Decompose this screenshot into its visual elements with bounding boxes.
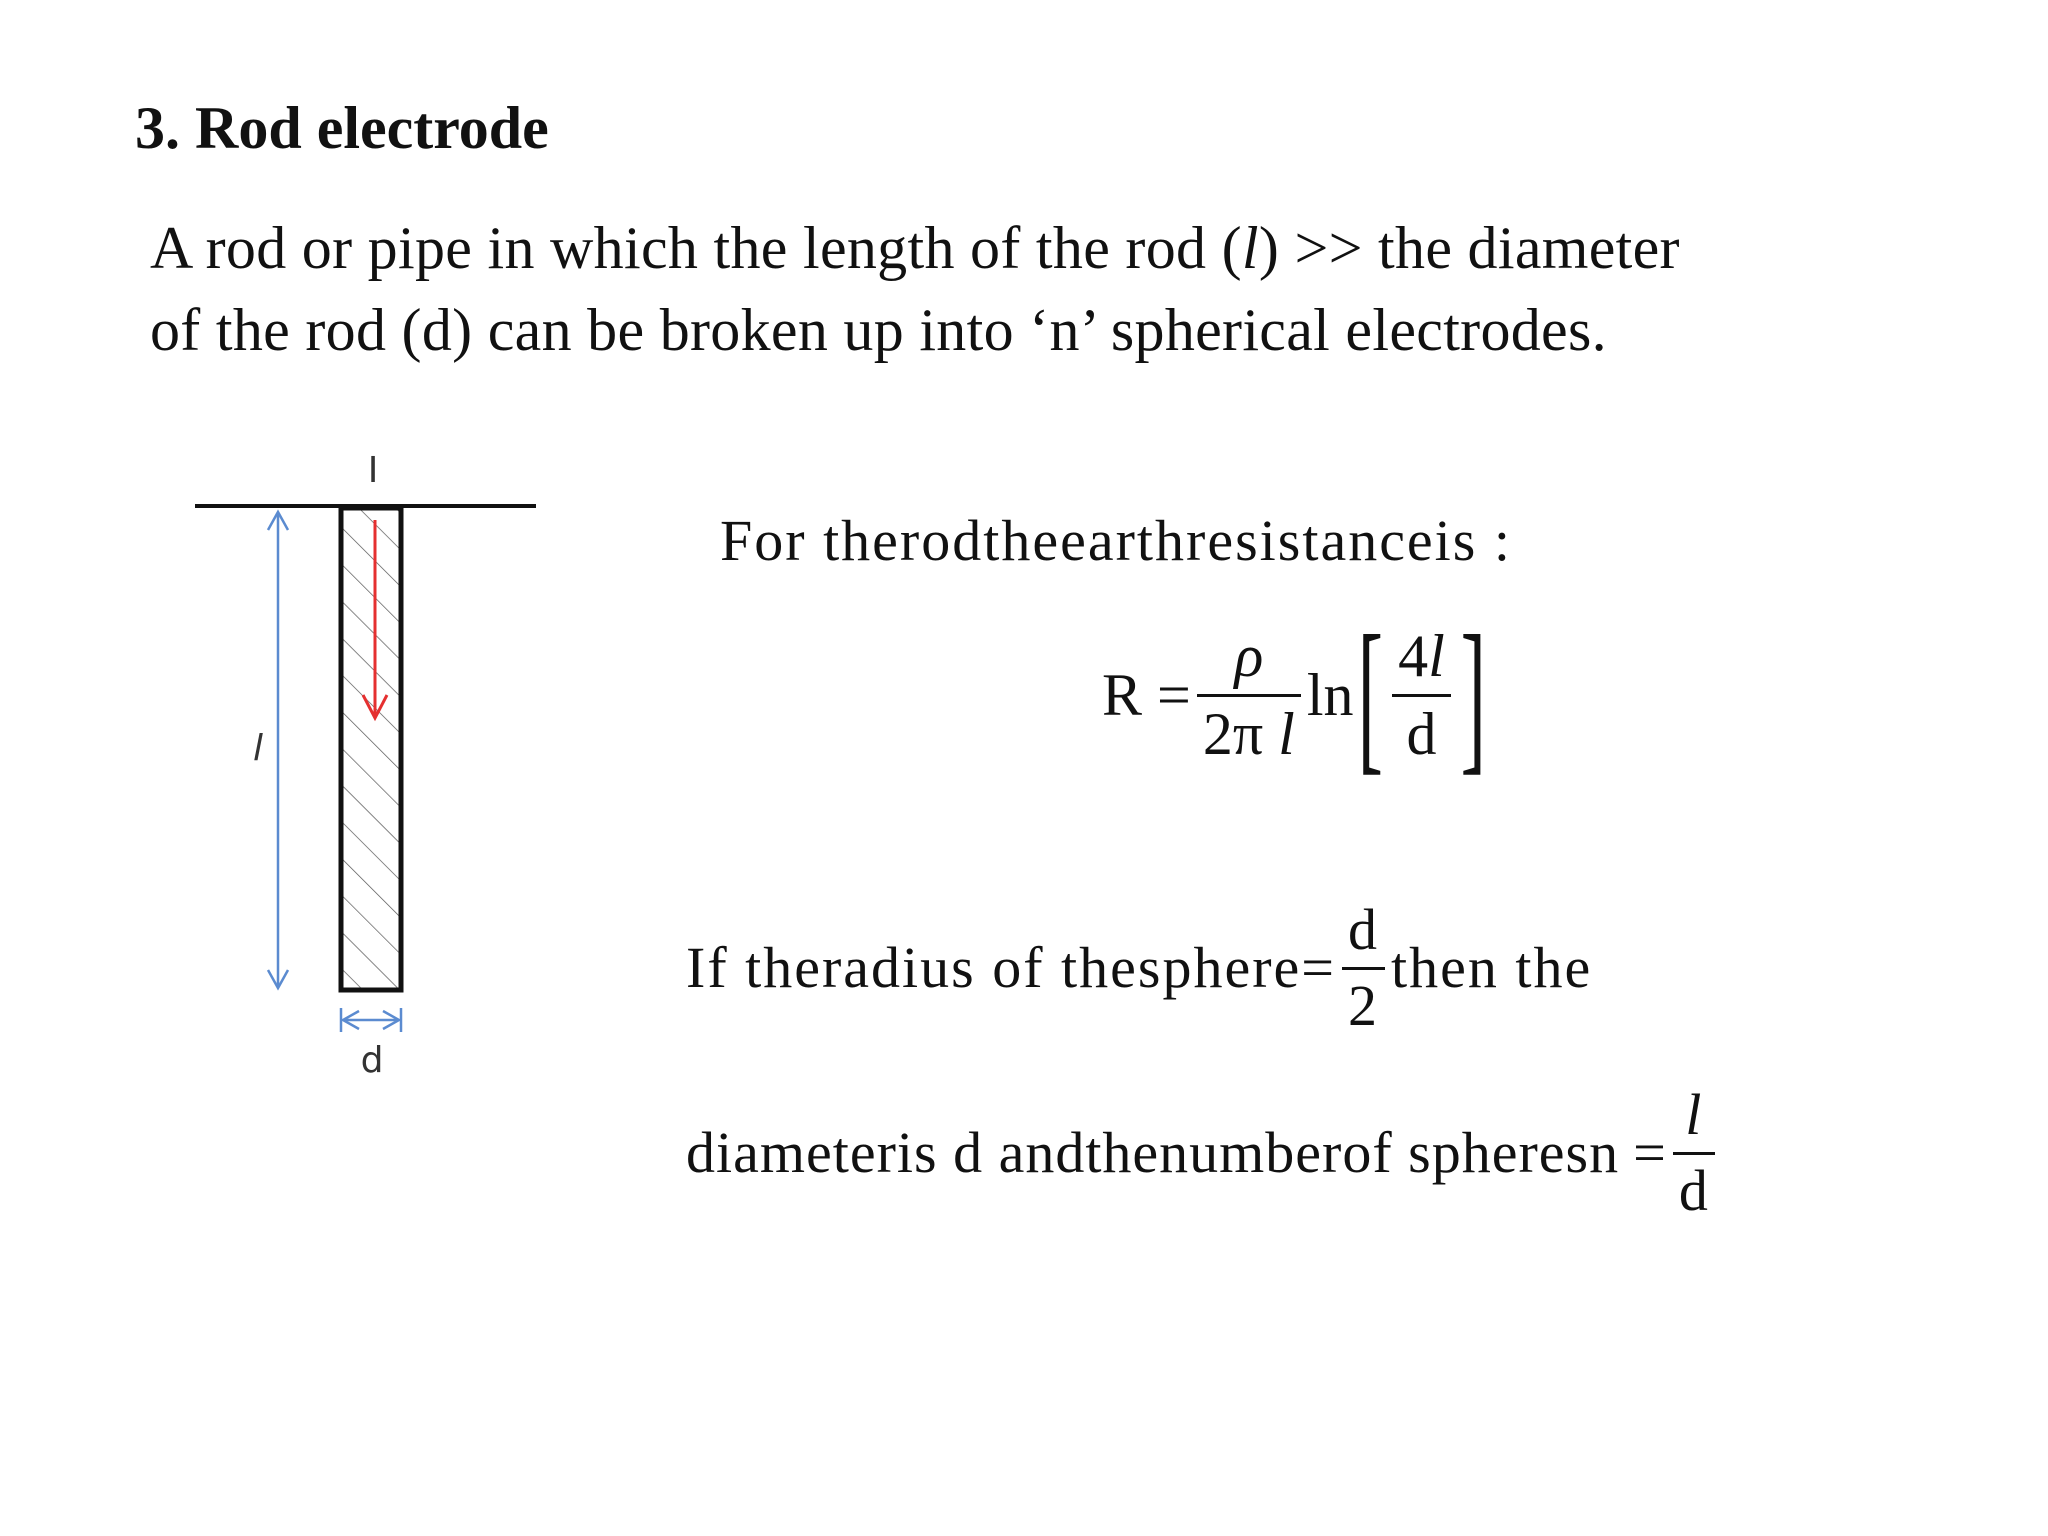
intro-line-1-end: ) >> the diameter bbox=[1258, 215, 1680, 281]
log-argument-denominator: d bbox=[1406, 700, 1437, 767]
four: 4 bbox=[1398, 622, 1429, 689]
spheres-denominator: d bbox=[1678, 1157, 1709, 1223]
ln-operator: ln bbox=[1306, 662, 1354, 728]
rho-fraction-denominator bbox=[1197, 700, 1301, 767]
radius-denominator: 2 bbox=[1347, 972, 1379, 1038]
spheres-text: diameteris d andthenumberof spheresn bbox=[686, 1120, 1620, 1186]
radius-text-end: then the bbox=[1390, 935, 1593, 1001]
length-symbol: l bbox=[1278, 700, 1295, 767]
diameter-label: d bbox=[360, 1040, 384, 1081]
log-argument-numerator bbox=[1392, 622, 1451, 689]
length-symbol: l bbox=[1241, 215, 1259, 281]
radius-fraction bbox=[1342, 897, 1385, 1038]
intro-line-2: of the rod (d) can be broken up into ‘n’ spherical electrodes. bbox=[150, 297, 1607, 363]
length-label: l bbox=[252, 728, 264, 769]
radius-text-start: If theradius of thesphere= bbox=[686, 935, 1336, 1001]
rho-symbol: ρ bbox=[1234, 622, 1264, 689]
sphere-radius-statement bbox=[686, 897, 1593, 1038]
rod-electrode-diagram bbox=[180, 440, 600, 1100]
log-argument-fraction bbox=[1392, 622, 1451, 767]
spheres-fraction bbox=[1673, 1082, 1715, 1223]
equals-sign: = bbox=[1633, 1120, 1667, 1186]
earth-resistance-formula bbox=[1102, 601, 1489, 789]
intro-line-1-start: A rod or pipe in which the length of the rod ( bbox=[150, 215, 1242, 281]
left-bracket: [ bbox=[1357, 601, 1383, 789]
diameter-dimension-arrow bbox=[341, 1008, 401, 1032]
radius-numerator: d bbox=[1347, 897, 1379, 962]
two-pi: 2π bbox=[1202, 700, 1264, 767]
slide-heading: 3. Rod electrode bbox=[135, 95, 549, 161]
number-of-spheres-statement bbox=[686, 1082, 1721, 1223]
formula-lhs: R = bbox=[1102, 662, 1191, 728]
length-symbol: l bbox=[1428, 622, 1445, 689]
rho-fraction bbox=[1197, 622, 1301, 767]
fraction-bar bbox=[1392, 694, 1451, 697]
fraction-bar bbox=[1342, 967, 1385, 970]
fraction-bar bbox=[1197, 694, 1301, 697]
fraction-bar bbox=[1673, 1152, 1715, 1155]
right-bracket: ] bbox=[1460, 601, 1486, 789]
intro-line-1 bbox=[150, 215, 1680, 281]
rod-body bbox=[341, 508, 401, 990]
spheres-numerator: l bbox=[1685, 1082, 1703, 1147]
resistance-intro-text: For therodtheearthresistanceis : bbox=[720, 508, 1512, 573]
current-label: I bbox=[367, 450, 379, 491]
length-dimension-arrow bbox=[268, 512, 288, 988]
